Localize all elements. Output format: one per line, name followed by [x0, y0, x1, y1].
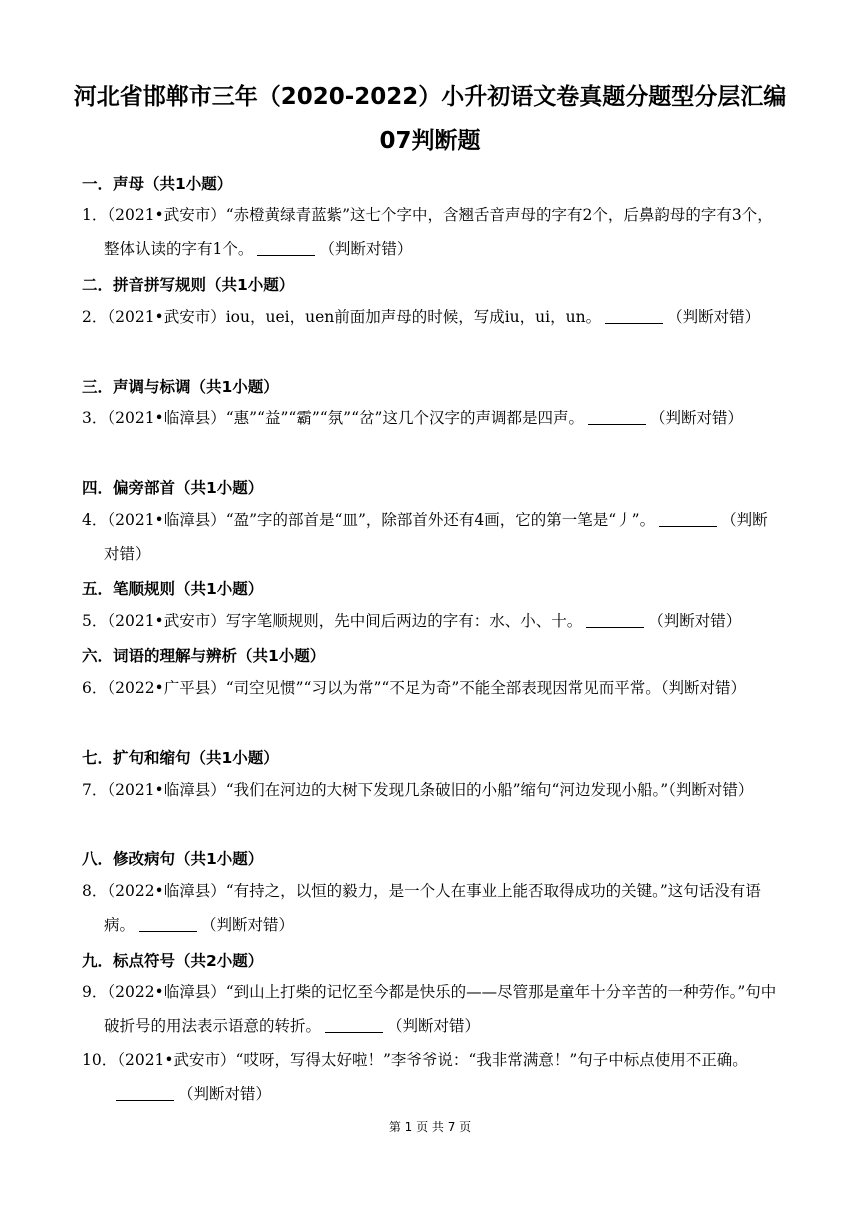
question-suffix: （判断对错） [104, 511, 768, 563]
section-heading: 二．拼音拼写规则（共1小题） [82, 276, 295, 294]
question-text: 3．（2021•临漳县）“惠”“益”“霸”“氛”“岔”这几个汉字的声调都是四声。 [82, 409, 584, 427]
question-10 [82, 1043, 782, 1111]
question-2 [82, 300, 782, 334]
question-suffix: （判断对错） [387, 1017, 481, 1035]
document-title: 河北省邯郸市三年（2020-2022）小升初语文卷真题分题型分层汇编 [73, 84, 787, 110]
section-heading: 六．词语的理解与辨析（共1小题） [82, 647, 326, 665]
question-3 [82, 401, 782, 435]
section-heading: 一．声母（共1小题） [82, 175, 233, 193]
answer-blank[interactable] [139, 930, 197, 932]
section-heading: 四．偏旁部首（共1小题） [82, 479, 264, 497]
question-text: 7．（2021•临漳县）“我们在河边的大树下发现几条破旧的小船”缩句“河边发现小船。” [82, 781, 669, 799]
question-5 [82, 604, 782, 638]
question-text: 1．（2021•武安市）“赤橙黄绿青蓝紫”这七个字中，含翘舌音声母的字有2个，后鼻韵母的字有3个，整体认读的字有1个。 [82, 206, 773, 258]
question-suffix: （判断对错） [649, 409, 743, 427]
question-text: 8．（2022•临漳县）“有持之，以恒的毅力，是一个人在事业上能否取得成功的关键。”这句话没有语病。 [82, 882, 761, 934]
question-1 [82, 198, 782, 266]
question-suffix: （判断对错） [660, 679, 747, 697]
question-text: 2．（2021•武安市）iou，uei，uen前面加声母的时候，写成iu，ui，un。 [82, 308, 602, 326]
question-suffix: （判断对错） [668, 781, 754, 799]
question-8 [82, 874, 782, 942]
question-suffix: （判断对错） [648, 612, 742, 630]
section-heading: 八．修改病句（共1小题） [82, 850, 264, 868]
answer-blank[interactable] [325, 1031, 383, 1033]
answer-blank[interactable] [588, 423, 646, 425]
question-6 [82, 671, 782, 705]
question-7 [82, 773, 782, 807]
answer-blank[interactable] [257, 254, 315, 256]
question-suffix: （判断对错） [667, 308, 761, 326]
question-4 [82, 503, 782, 571]
section-heading: 三．声调与标调（共1小题） [82, 378, 279, 396]
answer-blank[interactable] [659, 525, 717, 527]
question-text: 10．（2021•武安市）“哎呀，写得太好啦！”李爷爷说：“我非常满意！”句子中标点使用不正确。 [82, 1051, 748, 1069]
question-text: 6．（2022•广平县）“司空见惯”“习以为常”“不足为奇”不能全部表现因常见而平常。 [82, 679, 661, 697]
question-text: 4．（2021•临漳县）“盈”字的部首是“皿”，除部首外还有4画，它的第一笔是“丿”。 [82, 511, 656, 529]
answer-blank[interactable] [605, 322, 663, 324]
answer-blank[interactable] [116, 1099, 174, 1101]
question-suffix: （判断对错） [319, 240, 413, 258]
question-text: 5．（2021•武安市）写字笔顺规则，先中间后两边的字有：水、小、十。 [82, 612, 583, 630]
question-text: 9．（2022•临漳县）“到山上打柴的记忆至今都是快乐的——尽管那是童年十分辛苦的一种劳作。”句中破折号的用法表示语意的转折。 [82, 983, 777, 1035]
page-footer: 第 1 页 共 7 页 [388, 1120, 472, 1134]
section-heading: 七．扩句和缩句（共1小题） [82, 749, 279, 767]
question-suffix: （判断对错） [178, 1085, 272, 1103]
section-heading: 五．笔顺规则（共1小题） [82, 580, 264, 598]
question-suffix: （判断对错） [201, 916, 295, 934]
answer-blank[interactable] [586, 626, 644, 628]
section-heading: 九．标点符号（共2小题） [82, 952, 264, 970]
question-9 [82, 975, 782, 1043]
document-subtitle: 07判断题 [379, 128, 481, 154]
